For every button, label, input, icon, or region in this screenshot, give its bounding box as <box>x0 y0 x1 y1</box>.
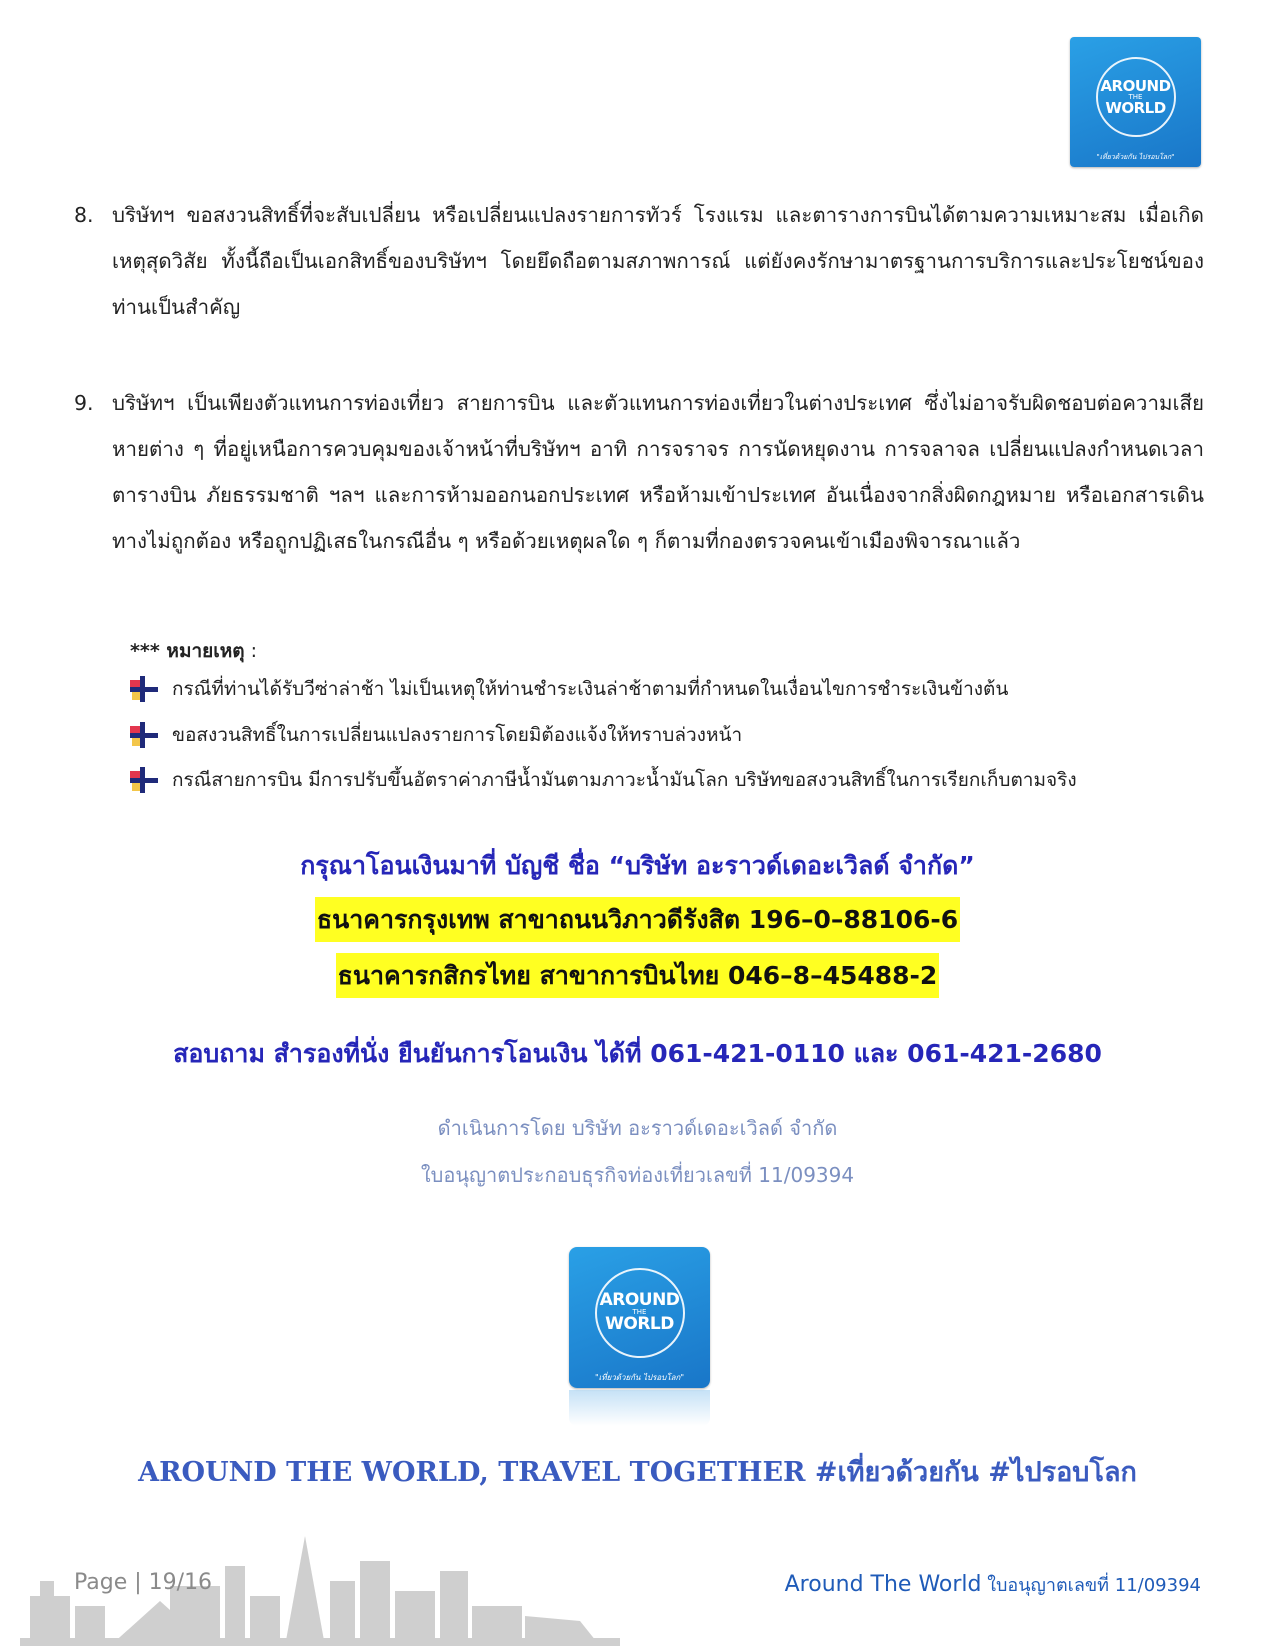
note-text: กรณีที่ท่านได้รับวีซ่าล่าช้า ไม่เป็นเหตุให้ท่านชำระเงินล่าช้าตามที่กำหนดในเงื่อนไขการชำระเงินข้างต้น <box>172 678 1009 700</box>
cross-bullet-icon <box>130 722 158 748</box>
note-text: ขอสงวนสิทธิ์ในการเปลี่ยนแปลงรายการโดยมิต้องแจ้งให้ทราบล่วงหน้า <box>172 724 743 746</box>
note-item <box>130 765 1077 795</box>
logo-word-around: AROUND <box>599 1290 680 1310</box>
notes-title <box>130 636 257 666</box>
bank-account-2 <box>0 956 1275 996</box>
bank-account-1 <box>0 900 1275 940</box>
note-text: กรณีสายการบิน มีการปรับขึ้นอัตราค่าภาษีน้ำมันตามภาวะน้ำมันโลก บริษัทขอสงวนสิทธิ์ในการเรียกเก็บตามจริง <box>172 769 1077 791</box>
logo-tagline: "เที่ยวด้วยกัน ไปรอบโลก" <box>594 1373 685 1382</box>
transfer-instruction: กรุณาโอนเงินมาที่ บัญชี ชื่อ “บริษัท อะราวด์เดอะเวิลด์ จำกัด” <box>300 851 975 880</box>
logo-top <box>1070 37 1201 167</box>
terms-item-9 <box>74 380 1204 564</box>
footer-brand <box>785 1570 1201 1599</box>
bank-account-2-text: ธนาคารกสิกรไทย สาขาการบินไทย 046–8–45488-2 <box>336 953 940 998</box>
item-text: บริษัทฯ เป็นเพียงตัวแทนการท่องเที่ยว สายการบิน และตัวแทนการท่องเที่ยวในต่างประเทศ ซึ่งไม่อาจรับผิดชอบต่อความเสียหายต่าง ๆ ที่อยู่เหนือการควบคุมของเจ้าหน้าที่บริษัทฯ อาทิ การจราจร การนัดหยุดงาน การจลาจล เปลี่ยนแปลงกำหนดเวลาตารางบิน ภัยธรรมชาติ ฯลฯ และการห้ามออกนอกประเทศ หรือห้ามเข้าประเทศ อันเนื่องจากสิ่งผิดกฎหมาย หรือเอกสารเดินทางไม่ถูกต้อง หรือถูกปฏิเสธในกรณีอื่น ๆ หรือด้วยเหตุผลใด ๆ ก็ตามที่กองตรวจคนเข้าเมืองพิจารณาแล้ว <box>112 391 1204 553</box>
notes-title-text: *** หมายเหตุ <box>130 640 245 662</box>
item-text: บริษัทฯ ขอสงวนสิทธิ์ที่จะสับเปลี่ยน หรือเปลี่ยนแปลงรายการทัวร์ โรงแรม และตารางการบินได้ตามความเหมาะสม เมื่อเกิดเหตุสุดวิสัย ทั้งนี้ถือเป็นเอกสิทธิ์ของบริษัทฯ โดยยึดถือตามสภาพการณ์ แต่ยังคงรักษามาตรฐานการบริการและประโยชน์ของท่านเป็นสำคัญ <box>112 203 1204 319</box>
cross-bullet-icon <box>130 767 158 793</box>
notes-title-colon: : <box>244 640 258 662</box>
logo-word-around: AROUND <box>1100 76 1171 95</box>
logo-tagline: "เที่ยวด้วยกัน ไปรอบโลก" <box>1096 153 1175 161</box>
footer-license: ใบอนุญาตเลขที่ 11/09394 <box>981 1575 1201 1596</box>
logo-globe-icon <box>1096 57 1176 137</box>
logo-word-world: WORLD <box>1105 98 1166 117</box>
page-number: Page | 19/16 <box>74 1570 213 1595</box>
operated-by: ดำเนินการโดย บริษัท อะราวด์เดอะเวิลด์ จำกัด <box>437 1116 838 1140</box>
license-number: ใบอนุญาตประกอบธุรกิจท่องเที่ยวเลขที่ 11/09394 <box>420 1163 855 1187</box>
logo-globe-icon <box>595 1268 685 1358</box>
slogan: AROUND THE WORLD, TRAVEL TOGETHER #เที่ยวด้วยกัน #ไปรอบโลก <box>138 1457 1137 1488</box>
logo-center <box>569 1247 710 1388</box>
item-number: 8. <box>74 203 94 227</box>
logo-word-world: WORLD <box>605 1314 674 1334</box>
note-item <box>130 674 1008 704</box>
logo-reflection <box>569 1390 710 1426</box>
terms-item-8 <box>74 192 1204 330</box>
logo-word-the: THE <box>1128 92 1143 101</box>
bank-account-1-text: ธนาคารกรุงเทพ สาขาถนนวิภาวดีรังสิต 196–0–88106-6 <box>315 897 960 942</box>
item-number: 9. <box>74 391 94 415</box>
logo-word-the: THE <box>632 1308 647 1316</box>
footer-brand-name: Around The World <box>784 1572 982 1597</box>
note-item <box>130 720 742 750</box>
contact-info: สอบถาม สำรองที่นั่ง ยืนยันการโอนเงิน ได้ที่ 061-421-0110 และ 061-421-2680 <box>173 1039 1102 1068</box>
cross-bullet-icon <box>130 676 158 702</box>
